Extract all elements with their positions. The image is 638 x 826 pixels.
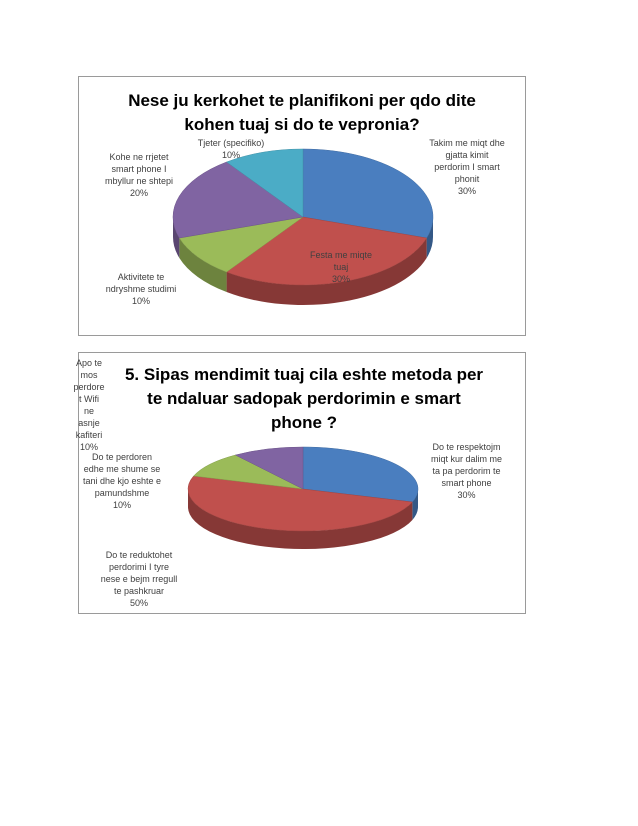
chart-2-label-wifi: Apo te mos perdore t Wifi ne asnje kafiteri 10% — [73, 358, 105, 452]
chart-2 — [73, 352, 526, 614]
chart-1-label-kohe: Kohe ne rrjetet smart phone I mbyllur ne shtepi 20% — [104, 152, 174, 198]
chart-2-title-line1: 5. Sipas mendimit tuaj cila eshte metoda per — [124, 365, 484, 384]
chart-1-title — [79, 89, 525, 137]
chart-2-title-line2: te ndaluar sadopak perdorimin e smart — [147, 389, 461, 408]
chart-2-title — [99, 363, 509, 435]
chart-2-label-respektojm: Do te respektojm miqt kur dalim me ta pa perdorim te smart phone 30% — [430, 442, 502, 500]
chart-1-label-festa: Festa me miqte tuaj 30% — [309, 250, 373, 284]
chart-1-title-line2: kohen tuaj si do te vepronia? — [184, 115, 420, 134]
chart-2-label-perdoren: Do te perdoren edhe me shume se tani dhe kjo eshte e pamundshme 10% — [82, 452, 162, 510]
chart-1-label-takim: Takim me miqt dhe gjatta kimit perdorim I smart phonit 30% — [429, 138, 505, 196]
chart-2-title-line3: phone ? — [270, 413, 338, 432]
chart-1-title-line1: Nese ju kerkohet te planifikoni per qdo dite — [128, 91, 476, 110]
chart-1-label-tjeter: Tjeter (specifiko) 10% — [197, 138, 265, 160]
chart-1 — [78, 76, 526, 336]
chart-2-label-reduktohet: Do te reduktohet perdorimi I tyre nese e bejm rregull te pashkruar 50% — [100, 550, 178, 608]
chart-1-label-aktivitete: Aktivitete te ndryshme studimi 10% — [105, 272, 177, 306]
